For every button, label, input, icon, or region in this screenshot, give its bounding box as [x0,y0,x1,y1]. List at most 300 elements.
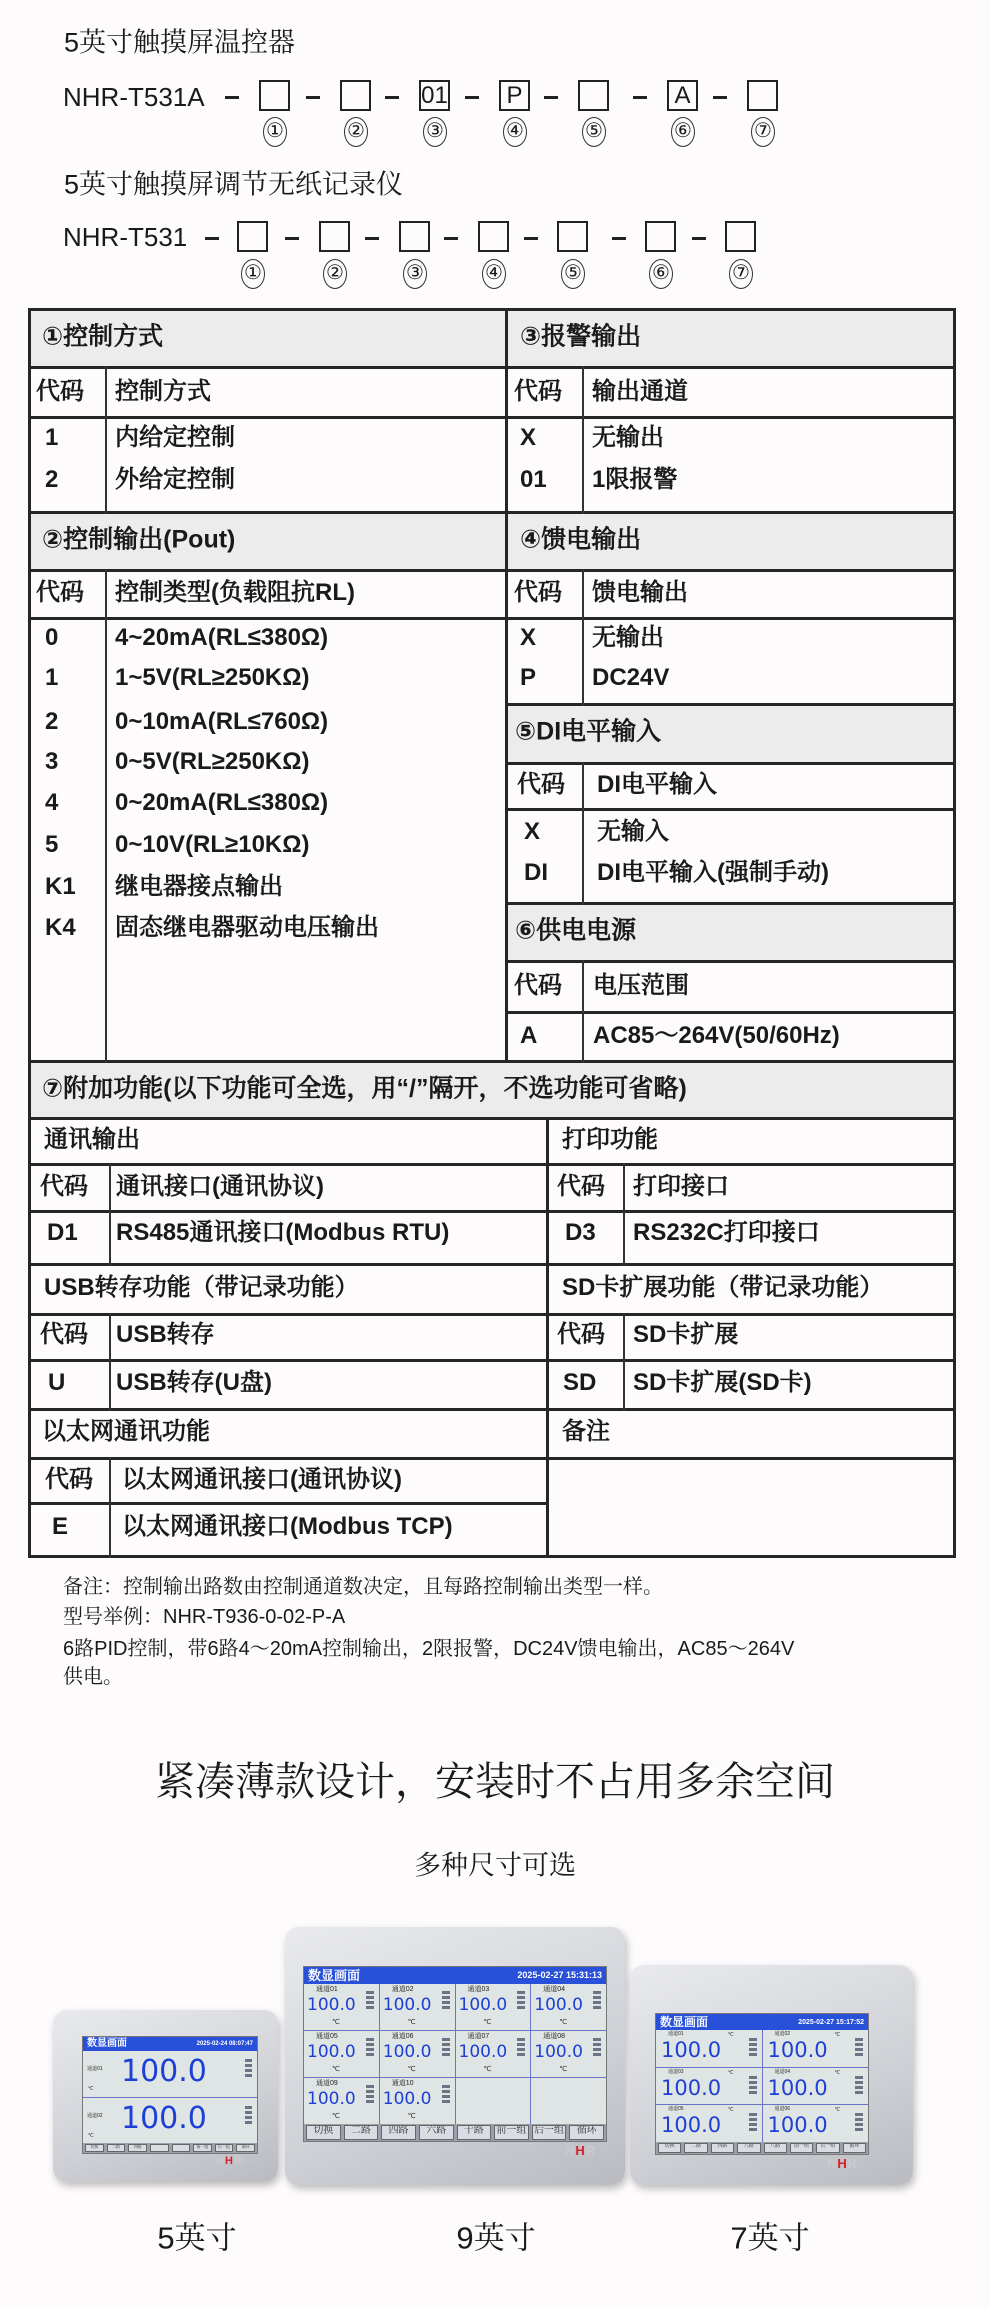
screen-title: 数显画面 [87,2038,127,2049]
row-code: 1 [45,664,59,691]
table-rule [953,308,956,1558]
bar-segment [855,2043,863,2046]
bar-segment [517,2048,525,2051]
table-rule [105,569,107,1063]
row-desc: 无输出 [592,424,664,451]
screen-button: 切换 [85,2144,104,2152]
bar-segment [442,2085,450,2088]
channel-label: 通道01 [316,1986,338,1993]
bar-segment [749,2113,757,2116]
screen-timestamp: 2025-02-27 15:17:52 [798,2018,864,2026]
col-desc: 控制方式 [115,378,211,405]
section-control-mode-title: ①控制方式 [42,322,164,351]
channel-label: 通道09 [316,2080,338,2087]
row-code: 4 [45,789,59,816]
bar-segment [366,2048,374,2051]
col-desc: 通讯接口(通讯协议) [116,1173,324,1200]
channel-unit: ℃ [332,2066,340,2073]
channel-value: 100.0 [382,2089,432,2109]
table-rule [582,569,584,706]
code-box [578,80,609,111]
note-model-example: 型号举例：NHR-T936-0-02-P-A [63,1606,346,1628]
bar-segment [442,2090,450,2093]
table-rule [28,1263,549,1266]
screen-button: 循环 [569,2125,604,2140]
channel-cell [656,2105,762,2142]
channel-unit: ℃ [407,2113,416,2120]
code-box: P [499,80,530,111]
channel-value: 100.0 [458,2042,508,2062]
bar-segment [517,1991,525,1994]
bar-segment [855,2048,863,2051]
bar-segment [245,2064,252,2067]
screen-button: 后一组 [215,2144,234,2152]
bar-indicator [855,2038,863,2056]
bar-segment [855,2091,863,2094]
note-line: 备注：控制输出路数由控制通道数决定，且每路控制输出类型一样。 [63,1576,663,1598]
col-desc: 控制类型(负载阻抗RL) [115,579,355,606]
dash [633,96,647,99]
position-marker: ② [344,117,368,147]
bar-indicator [517,1991,525,2009]
channel-unit: ℃ [559,2066,568,2073]
row-code: D3 [565,1219,596,1246]
dash [285,237,299,240]
header-band [28,308,953,366]
channel-value: 100.0 [534,1995,583,2015]
screen-button: 二路 [107,2144,126,2152]
table-rule [505,366,956,369]
bar-segment [442,2053,450,2056]
table-rule [582,366,584,514]
device-screen [82,2036,258,2154]
col-desc: 输出通道 [592,378,688,405]
model-prefix-2: NHR-T531 [63,222,188,252]
col-desc: 电压范围 [593,972,689,999]
table-rule [28,1060,956,1063]
table-rule [505,960,956,963]
row-desc: 0~10mA(RL≤760Ω) [115,708,329,735]
bar-segment [593,1991,601,1994]
channel-unit: ℃ [728,2069,734,2076]
screen-button-bar [304,2124,606,2141]
table-rule [505,308,508,1063]
screen-button: 循环 [843,2143,866,2153]
row-code: X [524,818,541,845]
bar-segment [517,2053,525,2056]
code-box: A [667,80,698,111]
table-rule [28,1163,549,1166]
row-desc: DI电平输入(强制手动) [597,859,829,886]
table-rule [546,1313,956,1316]
bar-segment [442,1991,450,1994]
screen-button: 八路 [764,2143,787,2153]
col-desc: 以太网通讯接口(通讯协议) [122,1466,402,1493]
dash [444,237,458,240]
table-rule [546,1359,956,1362]
table-rule [28,617,508,620]
section-control-output-title: ②控制输出(Pout) [42,525,236,554]
bar-segment [245,2069,252,2072]
channel-grid [304,1984,606,2124]
section-power-supply-title: ⑥供电电源 [515,916,637,945]
table-rule [28,1359,549,1362]
table-rule [28,511,508,514]
col-desc: DI电平输入 [597,771,717,798]
dash [205,237,219,240]
bar-segment [366,2001,374,2004]
table-rule [582,762,584,905]
bar-segment [366,2095,374,2098]
bar-segment [517,2006,525,2009]
comm-output-title: 通讯输出 [44,1126,140,1153]
table-rule [28,1313,549,1316]
row-code: SD [563,1369,597,1396]
channel-value: 100.0 [661,2075,722,2100]
nhr-logo-icon: NHR [827,2156,859,2171]
row-code: 1 [45,424,59,451]
model-prefix-1: NHR-T531A [63,82,205,112]
channel-cell [83,2051,257,2097]
table-rule [28,1117,956,1120]
row-code: A [520,1022,538,1049]
remark-title: 备注 [562,1418,610,1445]
screen-button: 前一组 [494,2125,529,2140]
channel-value: 100.0 [121,2054,207,2089]
channel-cell [456,2031,531,2077]
channel-label: 通道01 [668,2031,684,2037]
col-code: 代码 [40,1321,88,1348]
row-desc: DC24V [592,664,670,691]
col-code: 代码 [514,972,562,999]
row-desc: AC85～264V(50/60Hz) [593,1022,840,1049]
bar-segment [749,2091,757,2094]
dash [225,96,239,99]
channel-grid [656,2030,868,2142]
channel-unit: ℃ [407,2066,416,2073]
bar-segment [749,2053,757,2056]
code-box [747,80,778,111]
channel-label: 通道01 [87,2066,103,2072]
screen-button: 前一组 [790,2143,813,2153]
channel-cell [763,2105,869,2142]
channel-unit: ℃ [559,2019,568,2026]
bar-segment [593,2001,601,2004]
screen-button [150,2144,169,2152]
bar-indicator [442,2085,450,2103]
position-marker: ④ [482,259,506,289]
col-desc: SD卡扩展 [633,1321,739,1348]
channel-label: 通道05 [668,2106,684,2113]
code-box [259,80,290,111]
channel-label: 通道04 [774,2068,791,2075]
channel-value: 100.0 [767,2113,828,2138]
table-rule [109,1457,111,1558]
table-rule [28,416,508,419]
col-desc: USB转存 [116,1321,215,1348]
bar-segment [442,2006,450,2009]
row-code: 0 [45,624,59,651]
bar-indicator [593,1991,601,2009]
device-screen [655,2013,869,2155]
position-marker: ① [263,117,287,147]
row-code: 3 [45,748,59,775]
row-code: 2 [45,466,59,493]
screen-button: 前一组 [193,2144,212,2152]
row-code: X [520,424,537,451]
position-marker: ④ [503,117,527,147]
table-rule [505,416,956,419]
table-rule [28,1555,956,1558]
bar-segment [749,2048,757,2051]
row-desc: USB转存(U盘) [116,1369,272,1396]
row-desc: 0~10V(RL≥10KΩ) [115,831,310,858]
bar-segment [855,2128,863,2131]
bar-indicator [442,2038,450,2056]
channel-label: 通道08 [543,2033,566,2040]
row-code: DI [524,859,548,886]
code-box [478,221,509,252]
bar-segment [245,2106,252,2109]
size-label-5: 5英寸 [157,2220,237,2256]
bar-segment [366,2100,374,2103]
row-code: P [520,664,537,691]
table-rule [505,808,956,811]
dash [713,96,727,99]
screen-title: 数显画面 [308,1968,361,1983]
channel-value: 100.0 [307,2042,356,2062]
col-desc: 馈电输出 [592,579,688,606]
bar-indicator [855,2113,863,2131]
bar-indicator [517,2038,525,2056]
channel-unit: ℃ [332,2019,340,2026]
position-marker: ③ [423,117,447,147]
bar-segment [593,2043,601,2046]
bar-indicator [855,2076,863,2094]
dash [612,237,626,240]
channel-value: 100.0 [307,2089,356,2109]
bar-segment [749,2043,757,2046]
table-rule [546,1163,956,1166]
channel-value: 100.0 [661,2038,722,2062]
bar-indicator [749,2038,757,2056]
row-desc: 无输出 [592,624,664,651]
bar-segment [749,2038,757,2041]
bar-segment [517,1996,525,1999]
row-code: K4 [45,914,76,941]
table-rule [28,569,508,572]
bar-segment [442,2043,450,2046]
screen-titlebar [304,1967,606,1984]
row-desc: 内给定控制 [115,424,235,451]
print-function-title: 打印功能 [562,1126,658,1153]
row-desc: RS232C打印接口 [633,1219,820,1246]
channel-unit: ℃ [834,2032,841,2038]
channel-unit: ℃ [483,2019,492,2026]
channel-label: 通道04 [543,1986,566,1993]
bar-segment [749,2128,757,2131]
row-code: X [520,624,537,651]
channel-label: 通道06 [391,2033,414,2040]
bar-indicator [245,2059,252,2077]
table-rule [505,569,956,572]
table-rule [505,762,956,765]
bar-segment [442,2048,450,2051]
col-code: 代码 [45,1466,93,1493]
note-line: 6路PID控制，带6路4～20mA控制输出，2限报警，DC24V馈电输出，AC85～264V [63,1638,795,1660]
channel-value: 100.0 [121,2100,207,2136]
bar-segment [366,2090,374,2093]
position-marker: ⑤ [582,117,606,147]
channel-cell [380,2078,455,2124]
table-rule [546,1457,956,1460]
bar-segment [442,1996,450,1999]
position-marker: ⑦ [751,117,775,147]
code-box [319,221,350,252]
code-box [725,221,756,252]
bar-segment [366,2038,374,2041]
bar-indicator [366,2085,374,2103]
channel-cell [531,2078,606,2124]
screen-button: 八路 [737,2143,760,2153]
row-desc: 无输入 [597,818,669,845]
promo-subhead: 多种尺寸可选 [414,1850,576,1881]
channel-value: 100.0 [458,1995,508,2015]
channel-value: 100.0 [307,1995,356,2015]
table-rule [505,511,956,514]
channel-cell [656,2030,762,2067]
table-rule [623,1313,625,1411]
channel-label: 通道03 [668,2068,684,2075]
bar-segment [442,2038,450,2041]
sd-function-title: SD卡扩展功能（带记录功能） [562,1274,884,1301]
device-screen [303,1966,607,2142]
position-marker: ① [241,259,265,289]
screen-button: 六路 [419,2125,454,2140]
channel-label: 通道02 [774,2031,791,2037]
row-code: D1 [47,1219,78,1246]
screen-titlebar [83,2037,257,2051]
col-code: 代码 [514,378,562,405]
screen-button-bar [83,2143,257,2153]
row-desc: 1限报警 [592,466,678,493]
screen-title: 数显画面 [660,2015,709,2029]
bar-segment [245,2121,252,2124]
channel-unit: ℃ [728,2107,734,2114]
channel-value: 100.0 [534,2042,583,2062]
bar-segment [366,2053,374,2056]
row-code: 5 [45,831,59,858]
bar-segment [442,2095,450,2098]
col-code: 代码 [517,771,565,798]
screen-button: 循环 [236,2144,255,2152]
channel-cell [83,2098,257,2144]
row-desc: 固态继电器驱动电压输出 [115,914,379,941]
title-temperature-controller: 5英寸触摸屏温控器 [64,27,296,58]
bar-indicator [593,2038,601,2056]
screen-button: 切换 [306,2125,341,2140]
size-label-7: 7英寸 [730,2220,810,2256]
bar-segment [517,2043,525,2046]
dash [385,96,399,99]
row-desc: SD卡扩展(SD卡) [633,1369,812,1396]
channel-unit: ℃ [407,2019,416,2026]
bar-segment [442,2100,450,2103]
channel-cell [456,2078,531,2124]
code-box [237,221,268,252]
screen-button: 后一组 [816,2143,839,2153]
code-box [557,221,588,252]
dash [692,237,706,240]
bar-segment [593,2053,601,2056]
bar-segment [366,1996,374,1999]
row-desc: 以太网通讯接口(Modbus TCP) [122,1513,453,1540]
ethernet-function-title: 以太网通讯功能 [42,1418,210,1445]
bar-indicator [749,2113,757,2131]
table-rule [546,1408,956,1411]
row-desc: 外给定控制 [115,466,235,493]
dash [306,96,320,99]
section-alarm-output-title: ③报警输出 [520,322,642,351]
table-rule [28,1408,549,1411]
screen-button [172,2144,191,2152]
channel-unit: ℃ [728,2032,734,2038]
row-desc: 4~20mA(RL≤380Ω) [115,624,329,651]
channel-grid [83,2051,257,2143]
col-code: 代码 [36,378,84,405]
col-code: 代码 [557,1173,605,1200]
bar-segment [245,2111,252,2114]
bar-indicator [245,2106,252,2124]
bar-segment [245,2116,252,2119]
channel-cell [380,1984,455,2030]
dash [365,237,379,240]
channel-unit: ℃ [483,2066,492,2073]
screen-button: 二路 [344,2125,379,2140]
screen-button-bar [656,2142,868,2154]
bar-segment [749,2123,757,2126]
bar-segment [366,2085,374,2088]
table-rule [28,366,508,369]
channel-value: 100.0 [382,2042,432,2062]
code-box [645,221,676,252]
bar-segment [593,2038,601,2041]
bar-segment [855,2038,863,2041]
section-feed-output-title: ④馈电输出 [520,525,642,554]
bar-segment [593,1996,601,1999]
row-desc: 继电器接点输出 [115,873,283,900]
screen-button: 后一组 [532,2125,567,2140]
channel-label: 通道06 [774,2106,791,2113]
channel-unit: ℃ [88,2086,94,2092]
bar-indicator [442,1991,450,2009]
code-box: 01 [419,80,450,111]
channel-cell [456,1984,531,2030]
nhr-logo-icon: NHR [565,2143,597,2158]
screen-button: 十路 [457,2125,492,2140]
table-rule [505,1011,956,1014]
bar-segment [593,2006,601,2009]
table-rule [505,617,956,620]
promo-headline: 紧凑薄款设计，安装时不占用多余空间 [155,1760,835,1804]
position-marker: ⑥ [671,117,695,147]
screen-button: 切换 [658,2143,681,2153]
channel-cell [656,2068,762,2105]
channel-unit: ℃ [332,2113,340,2120]
channel-cell [380,2031,455,2077]
bar-segment [855,2113,863,2116]
row-desc: 0~20mA(RL≤380Ω) [115,789,329,816]
